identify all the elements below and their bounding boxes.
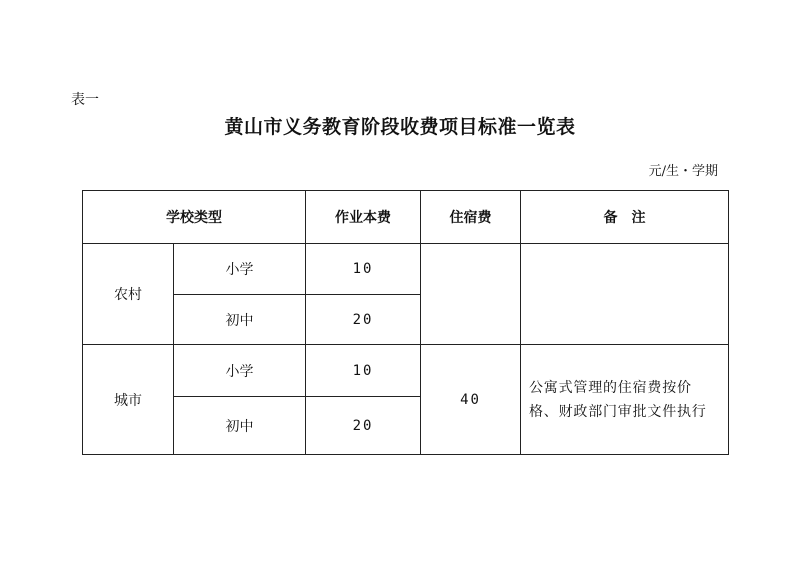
table-label: 表一 xyxy=(71,92,99,108)
homework-fee-cell: 10 xyxy=(306,244,421,295)
header-homework-fee: 作业本费 xyxy=(306,191,421,244)
document-title: 黄山市义务教育阶段收费项目标准一览表 xyxy=(224,116,576,138)
header-remarks: 备 注 xyxy=(521,191,729,244)
unit-note: 元/生・学期 xyxy=(648,164,718,179)
table-header-row xyxy=(83,191,729,244)
header-lodging-fee: 住宿费 xyxy=(421,191,521,244)
area-cell-rural: 农村 xyxy=(83,244,174,345)
level-cell: 小学 xyxy=(174,345,306,397)
lodging-fee-cell-urban: 40 xyxy=(421,345,521,455)
homework-fee-cell: 10 xyxy=(306,345,421,397)
homework-fee-cell: 20 xyxy=(306,295,421,345)
table-row xyxy=(83,345,729,397)
fee-standard-table xyxy=(82,190,729,455)
area-cell-urban: 城市 xyxy=(83,345,174,455)
remarks-cell-rural xyxy=(521,244,729,345)
header-school-type: 学校类型 xyxy=(83,191,306,244)
remarks-cell-urban: 公寓式管理的住宿费按价格、财政部门审批文件执行 xyxy=(521,345,729,455)
table-row xyxy=(83,244,729,295)
lodging-fee-cell-rural xyxy=(421,244,521,345)
level-cell: 小学 xyxy=(174,244,306,295)
homework-fee-cell: 20 xyxy=(306,397,421,455)
level-cell: 初中 xyxy=(174,397,306,455)
level-cell: 初中 xyxy=(174,295,306,345)
